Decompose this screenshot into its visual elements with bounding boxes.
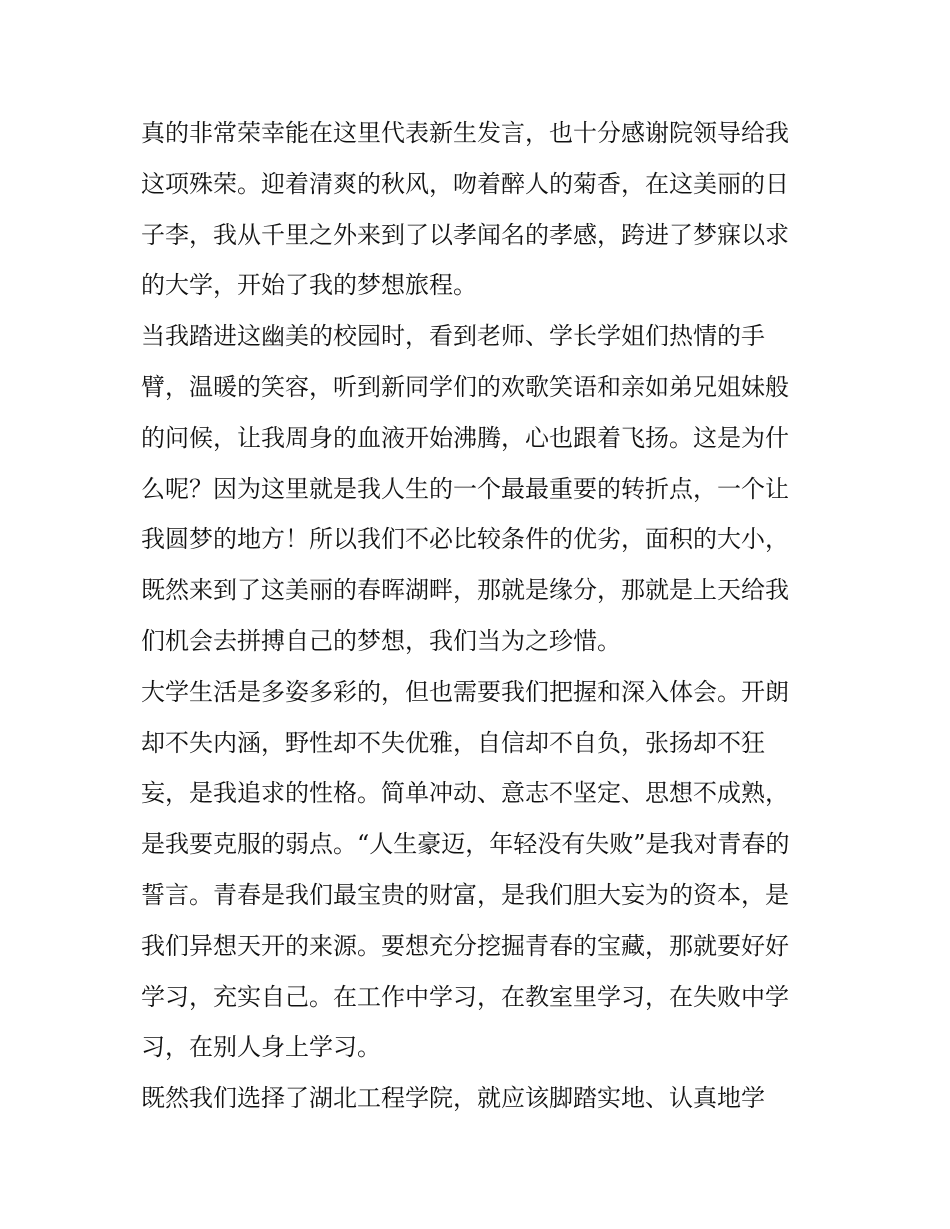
text-line: 既然我们选择了湖北工程学院，就应该脚踏实地、认真地学 [141, 1084, 765, 1113]
text-line: 的问候，让我周身的血液开始沸腾，心也跟着飞扬。这是为什 [141, 423, 789, 452]
text-line: 学习，充实自己。在工作中学习，在教室里学习，在失败中学 [141, 982, 789, 1011]
text-line: 我们异想天开的来源。要想充分挖掘青春的宝藏，那就要好好 [141, 931, 789, 960]
text-line: 当我踏进这幽美的校园时，看到老师、学长学姐们热情的手 [141, 322, 765, 351]
text-line: 既然来到了这美丽的春晖湖畔，那就是缘分，那就是上天给我 [141, 576, 789, 605]
text-line: 子李，我从千里之外来到了以孝闻名的孝感，跨进了梦寐以求 [141, 220, 789, 249]
text-line: 真的非常荣幸能在这里代表新生发言，也十分感谢院领导给我 [141, 119, 789, 147]
text-line: 们机会去拼搏自己的梦想，我们当为之珍惜。 [141, 626, 621, 655]
text-line: 么呢？因为这里就是我人生的一个最最重要的转折点，一个让 [141, 474, 789, 503]
text-line: 习，在别人身上学习。 [141, 1033, 381, 1062]
text-line: 却不失内涵，野性却不失优雅，自信却不自负，张扬却不狂 [141, 728, 765, 757]
speech-text-block [141, 108, 813, 1124]
text-line: 誓言。青春是我们最宝贵的财富，是我们胆大妄为的资本，是 [141, 880, 789, 909]
text-line: 大学生活是多姿多彩的，但也需要我们把握和深入体会。开朗 [141, 677, 789, 706]
text-line: 这项殊荣。迎着清爽的秋风，吻着醉人的菊香，在这美丽的日 [141, 169, 789, 198]
text-line: 的大学，开始了我的梦想旅程。 [141, 271, 477, 300]
text-line: 我圆梦的地方！所以我们不必比较条件的优劣，面积的大小， [141, 525, 789, 554]
text-line: 臂，温暖的笑容，听到新同学们的欢歌笑语和亲如弟兄姐妹般 [141, 372, 789, 401]
text-line: 是我要克服的弱点。“人生豪迈，年轻没有失败”是我对青春的 [141, 830, 790, 859]
text-line: 妄，是我追求的性格。简单冲动、意志不坚定、思想不成熟， [141, 779, 789, 808]
